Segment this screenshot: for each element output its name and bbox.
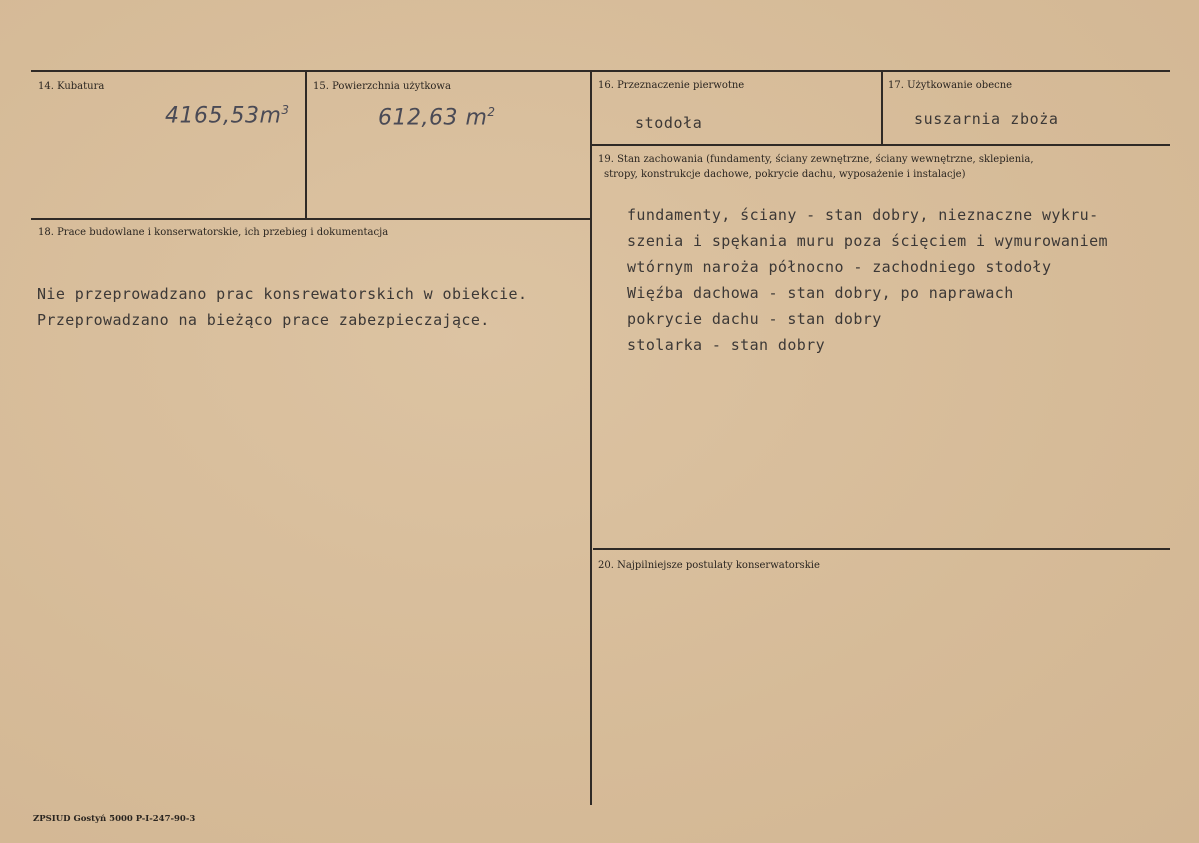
field-19-line: fundamenty, ściany - stan dobry, nieznaczne wykru-: [627, 206, 1099, 224]
field-16-label: 16. Przeznaczenie pierwotne: [598, 80, 745, 91]
field-15-exponent: 2: [487, 105, 496, 119]
rule-right-lower: [593, 548, 1170, 550]
field-14-value: [165, 103, 290, 128]
field-14-exponent: 3: [281, 103, 290, 117]
field-15-label: 15. Powierzchnia użytkowa: [313, 81, 451, 92]
field-14-label: 14. Kubatura: [38, 81, 105, 92]
field-15-unit: m: [465, 105, 488, 131]
field-19-line: wtórnym naroża północno - zachodniego stodoły: [627, 258, 1052, 276]
field-19-label-line1: 19. Stan zachowania (fundamenty, ściany zewnętrzne, ściany wewnętrzne, sklepienia,: [598, 154, 1034, 165]
field-19-line: pokrycie dachu - stan dobry: [627, 310, 882, 328]
divider-center: [590, 70, 592, 805]
field-19-line: stolarka - stan dobry: [627, 336, 826, 354]
field-14-unit: m: [259, 103, 282, 129]
field-17-label: 17. Użytkowanie obecne: [888, 80, 1013, 91]
field-14-number: 4165,53: [165, 103, 260, 129]
field-19-text: [627, 202, 1108, 358]
field-17-value: suszarnia zboża: [914, 110, 1059, 128]
field-15-value: [378, 105, 496, 130]
divider-16-17: [881, 70, 883, 145]
field-15-number: 612,63: [378, 105, 458, 131]
footer-imprint: ZPSIUD Gostyń 5000 P-I-247-90-3: [33, 814, 196, 824]
field-18-label: 18. Prace budowlane i konserwatorskie, ich przebieg i dokumentacja: [38, 227, 389, 238]
field-19-line: Więźba dachowa - stan dobry, po naprawach: [627, 284, 1014, 302]
field-18-line: Nie przeprowadzano prac konsrewatorskich w obiekcie.: [37, 285, 528, 303]
field-18-line: Przeprowadzano na bieżąco prace zabezpieczające.: [37, 311, 490, 329]
field-18-text: [37, 281, 527, 333]
divider-14-15: [305, 70, 307, 219]
field-16-value: stodoła: [635, 114, 703, 132]
rule-left-mid: [31, 218, 590, 220]
top-rule: [31, 70, 1170, 72]
field-20-label: 20. Najpilniejsze postulaty konserwatorskie: [598, 560, 820, 571]
field-19-line: szenia i spękania muru poza ścięciem i wymurowaniem: [627, 232, 1108, 250]
field-19-label-line2: stropy, konstrukcje dachowe, pokrycie dachu, wyposażenie i instalacje): [604, 169, 966, 180]
